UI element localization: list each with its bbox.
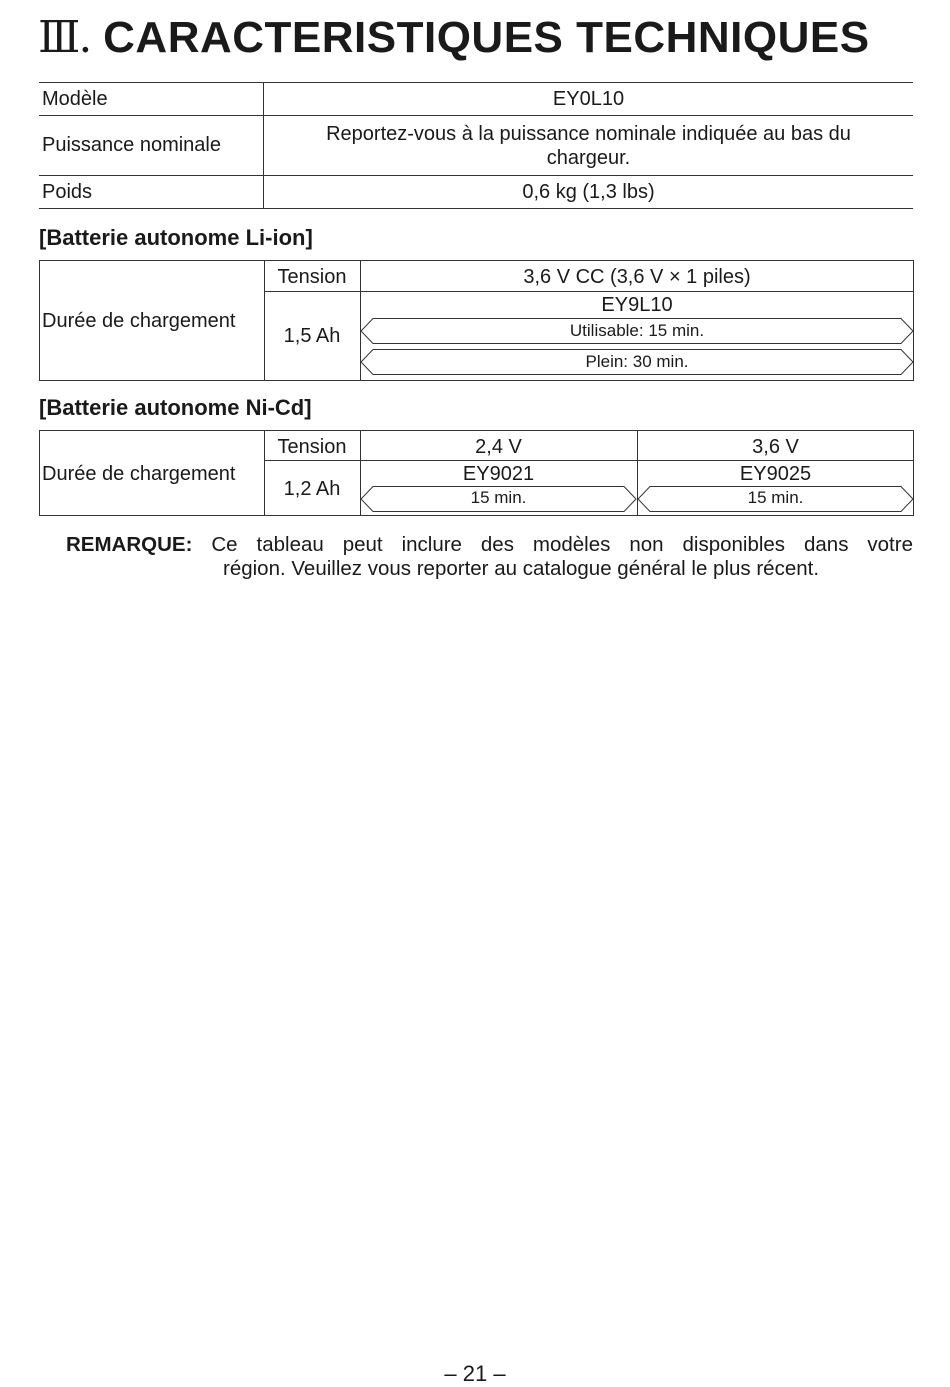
liion-model: EY9L10 <box>601 294 673 316</box>
full-time: Plein: 30 min. <box>585 352 689 371</box>
note-word: disponibles <box>682 533 786 556</box>
usable-time: Utilisable: 15 min. <box>569 321 705 340</box>
note-word: non <box>629 533 664 556</box>
note-line-2: région. Veuillez vous reporter au catalogue général le plus récent. <box>223 557 820 580</box>
liion-tension-value: 3,6 V CC (3,6 V × 1 piles) <box>523 266 751 288</box>
full-time-arrow <box>360 349 914 375</box>
note-word: inclure <box>401 533 462 556</box>
spec-label: Poids <box>39 176 264 209</box>
general-spec-table <box>39 82 913 209</box>
note-word: votre <box>867 533 913 556</box>
page-number: – 21 – <box>444 1361 506 1386</box>
nicd-tension-label: Tension <box>277 436 347 458</box>
note-line-1 <box>66 533 913 557</box>
spec-value: Reportez-vous à la puissance nominale indiquée au bas du chargeur. <box>264 116 914 176</box>
note-word: tableau <box>256 533 324 556</box>
nicd-time: 15 min. <box>470 488 527 507</box>
spec-value: EY0L10 <box>264 83 914 116</box>
note-word: des <box>480 533 514 556</box>
spec-row-rating <box>39 116 913 176</box>
usable-time-arrow <box>360 318 914 344</box>
note-keyword: REMARQUE: <box>66 533 193 556</box>
section-number: Ⅲ. <box>38 12 91 63</box>
page-title <box>38 12 870 63</box>
nicd-voltage: 3,6 V <box>752 436 799 458</box>
divider <box>264 460 914 461</box>
nicd-heading: [Batterie autonome Ni-Cd] <box>39 395 312 420</box>
nicd-capacity: 1,2 Ah <box>283 478 341 500</box>
nicd-model: EY9021 <box>462 463 535 485</box>
spec-row-model <box>39 83 913 116</box>
nicd-time: 15 min. <box>747 488 804 507</box>
note-word: dans <box>804 533 849 556</box>
spec-label: Puissance nominale <box>39 116 264 176</box>
divider <box>264 291 914 292</box>
section-title: CARACTERISTIQUES TECHNIQUES <box>103 13 870 62</box>
note-word: peut <box>342 533 383 556</box>
liion-tension-label: Tension <box>277 266 347 288</box>
note <box>66 533 913 581</box>
liion-row-label: Durée de chargement <box>42 310 236 332</box>
nicd-row-label: Durée de chargement <box>42 463 236 485</box>
liion-heading: [Batterie autonome Li-ion] <box>39 225 313 250</box>
nicd-time-arrow <box>637 486 914 512</box>
note-word: Ce <box>211 533 238 556</box>
spec-row-weight <box>39 176 913 209</box>
nicd-time-arrow <box>360 486 637 512</box>
liion-capacity: 1,5 Ah <box>283 325 341 347</box>
spec-value: 0,6 kg (1,3 lbs) <box>264 176 914 209</box>
spec-label: Modèle <box>39 83 264 116</box>
nicd-voltage: 2,4 V <box>475 436 522 458</box>
nicd-model: EY9025 <box>739 463 812 485</box>
note-word: modèles <box>532 533 611 556</box>
